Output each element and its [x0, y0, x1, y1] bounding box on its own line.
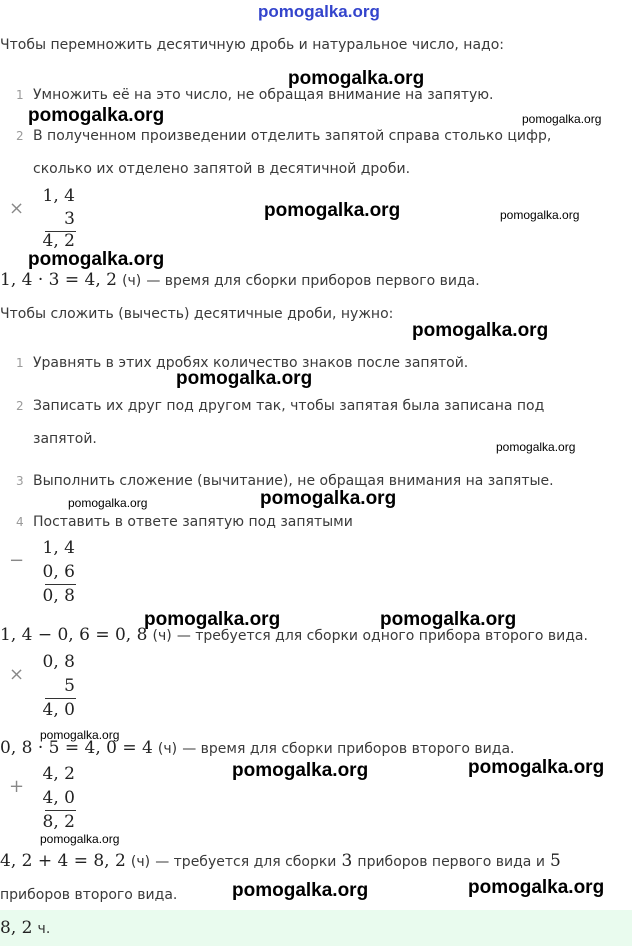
eq1-text: — время для сборки приборов первого вида. [146, 273, 480, 289]
calc2-operand-a: 1, 4 [42, 538, 75, 558]
step-number: 3 [16, 474, 24, 488]
rule2-intro: Чтобы сложить (вычесть) десятичные дроби, нужно: [0, 306, 394, 322]
plus-sign: + [9, 776, 25, 797]
eq4-count-5: 5 [550, 851, 561, 871]
calc2-result: 0, 8 [42, 586, 75, 606]
site-header[interactable]: pomogalka.org [258, 2, 380, 21]
calc2-operand-b: 0, 6 [42, 562, 75, 582]
watermark: pomogalka.org [380, 609, 517, 630]
minus-sign: − [9, 550, 25, 571]
step-number: 1 [16, 88, 24, 102]
rule2-step-2-cont: запятой. [33, 431, 97, 447]
rule2-step-4: Поставить в ответе запятую под запятыми [33, 514, 353, 530]
calc1-operand-b: 3 [64, 209, 75, 229]
calc4-operand-b: 4, 0 [42, 788, 75, 808]
eq4-count-3: 3 [341, 851, 353, 871]
eq4-text-a: — требуется для сборки [155, 854, 337, 870]
watermark: pomogalka.org [28, 105, 165, 126]
watermark: pomogalka.org [288, 68, 425, 89]
answer-line [0, 918, 50, 938]
watermark: pomogalka.org [522, 112, 602, 126]
watermark: pomogalka.org [232, 880, 369, 901]
rule1-step-2-cont: сколько их отделено запятой в десятичной дроби. [33, 161, 411, 177]
multiply-sign: × [9, 198, 25, 219]
eq4-line2: приборов второго вида. [0, 887, 178, 903]
eq3-text: — время для сборки приборов второго вида. [182, 741, 515, 757]
eq1-line [0, 270, 480, 290]
rule2-step-1: Уравнять в этих дробях количество знаков после запятой. [33, 355, 469, 371]
step-number: 2 [16, 129, 24, 143]
eq1-unit: (ч) [122, 273, 142, 289]
watermark: pomogalka.org [176, 368, 313, 389]
rule2-step-3: Выполнить сложение (вычитание), не обращая внимания на запятые. [33, 473, 554, 489]
rule1-step-2: В полученном произведении отделить запятой справа столько цифр, [33, 128, 552, 144]
eq4-line [0, 851, 561, 871]
watermark: pomogalka.org [68, 496, 148, 510]
watermark: pomogalka.org [28, 249, 165, 270]
step-number: 2 [16, 399, 24, 413]
calc1-result: 4, 2 [42, 231, 75, 251]
step-number: 4 [16, 515, 24, 529]
eq4-unit: (ч) [130, 854, 151, 870]
step-number: 1 [16, 356, 24, 370]
calc3-operand-b: 5 [64, 676, 75, 696]
watermark: pomogalka.org [468, 757, 605, 778]
eq3-math: 0, 8 · 5 = 4, 0 = 4 [0, 738, 153, 758]
watermark: pomogalka.org [40, 832, 120, 846]
rule1-intro: Чтобы перемножить десятичную дробь и натуральное число, надо: [0, 37, 504, 53]
eq4-math: 4, 2 + 4 = 8, 2 [0, 851, 126, 871]
watermark: pomogalka.org [232, 760, 369, 781]
watermark: pomogalka.org [468, 877, 605, 898]
calc4-operand-a: 4, 2 [42, 764, 75, 784]
eq2-math: 1, 4 − 0, 6 = 0, 8 [0, 625, 148, 645]
rule1-step-1: Умножить её на это число, не обращая внимание на запятую. [33, 87, 494, 103]
calc1-operand-a: 1, 4 [42, 186, 75, 206]
answer-unit: ч. [37, 921, 51, 937]
answer-math: 8, 2 [0, 918, 33, 938]
watermark: pomogalka.org [264, 200, 401, 221]
answer-box [0, 910, 632, 946]
watermark: pomogalka.org [496, 440, 576, 454]
eq1-math: 1, 4 · 3 = 4, 2 [0, 270, 117, 290]
eq2-unit: (ч) [152, 628, 172, 644]
multiply-sign: × [9, 664, 25, 685]
watermark: pomogalka.org [412, 320, 549, 341]
watermark: pomogalka.org [500, 208, 580, 222]
watermark: pomogalka.org [260, 488, 397, 509]
watermark: pomogalka.org [40, 728, 120, 742]
eq3-unit: (ч) [157, 741, 178, 757]
eq4-text-b: приборов первого вида и [357, 854, 545, 870]
watermark: pomogalka.org [144, 609, 281, 630]
calc4-result: 8, 2 [42, 812, 75, 832]
calc3-operand-a: 0, 8 [42, 652, 75, 672]
eq2-text: — требуется для сборки одного прибора второго вида. [176, 628, 588, 644]
rule2-step-2: Записать их друг под другом так, чтобы запятая была записана под [33, 398, 545, 414]
calc3-result: 4, 0 [42, 700, 75, 720]
